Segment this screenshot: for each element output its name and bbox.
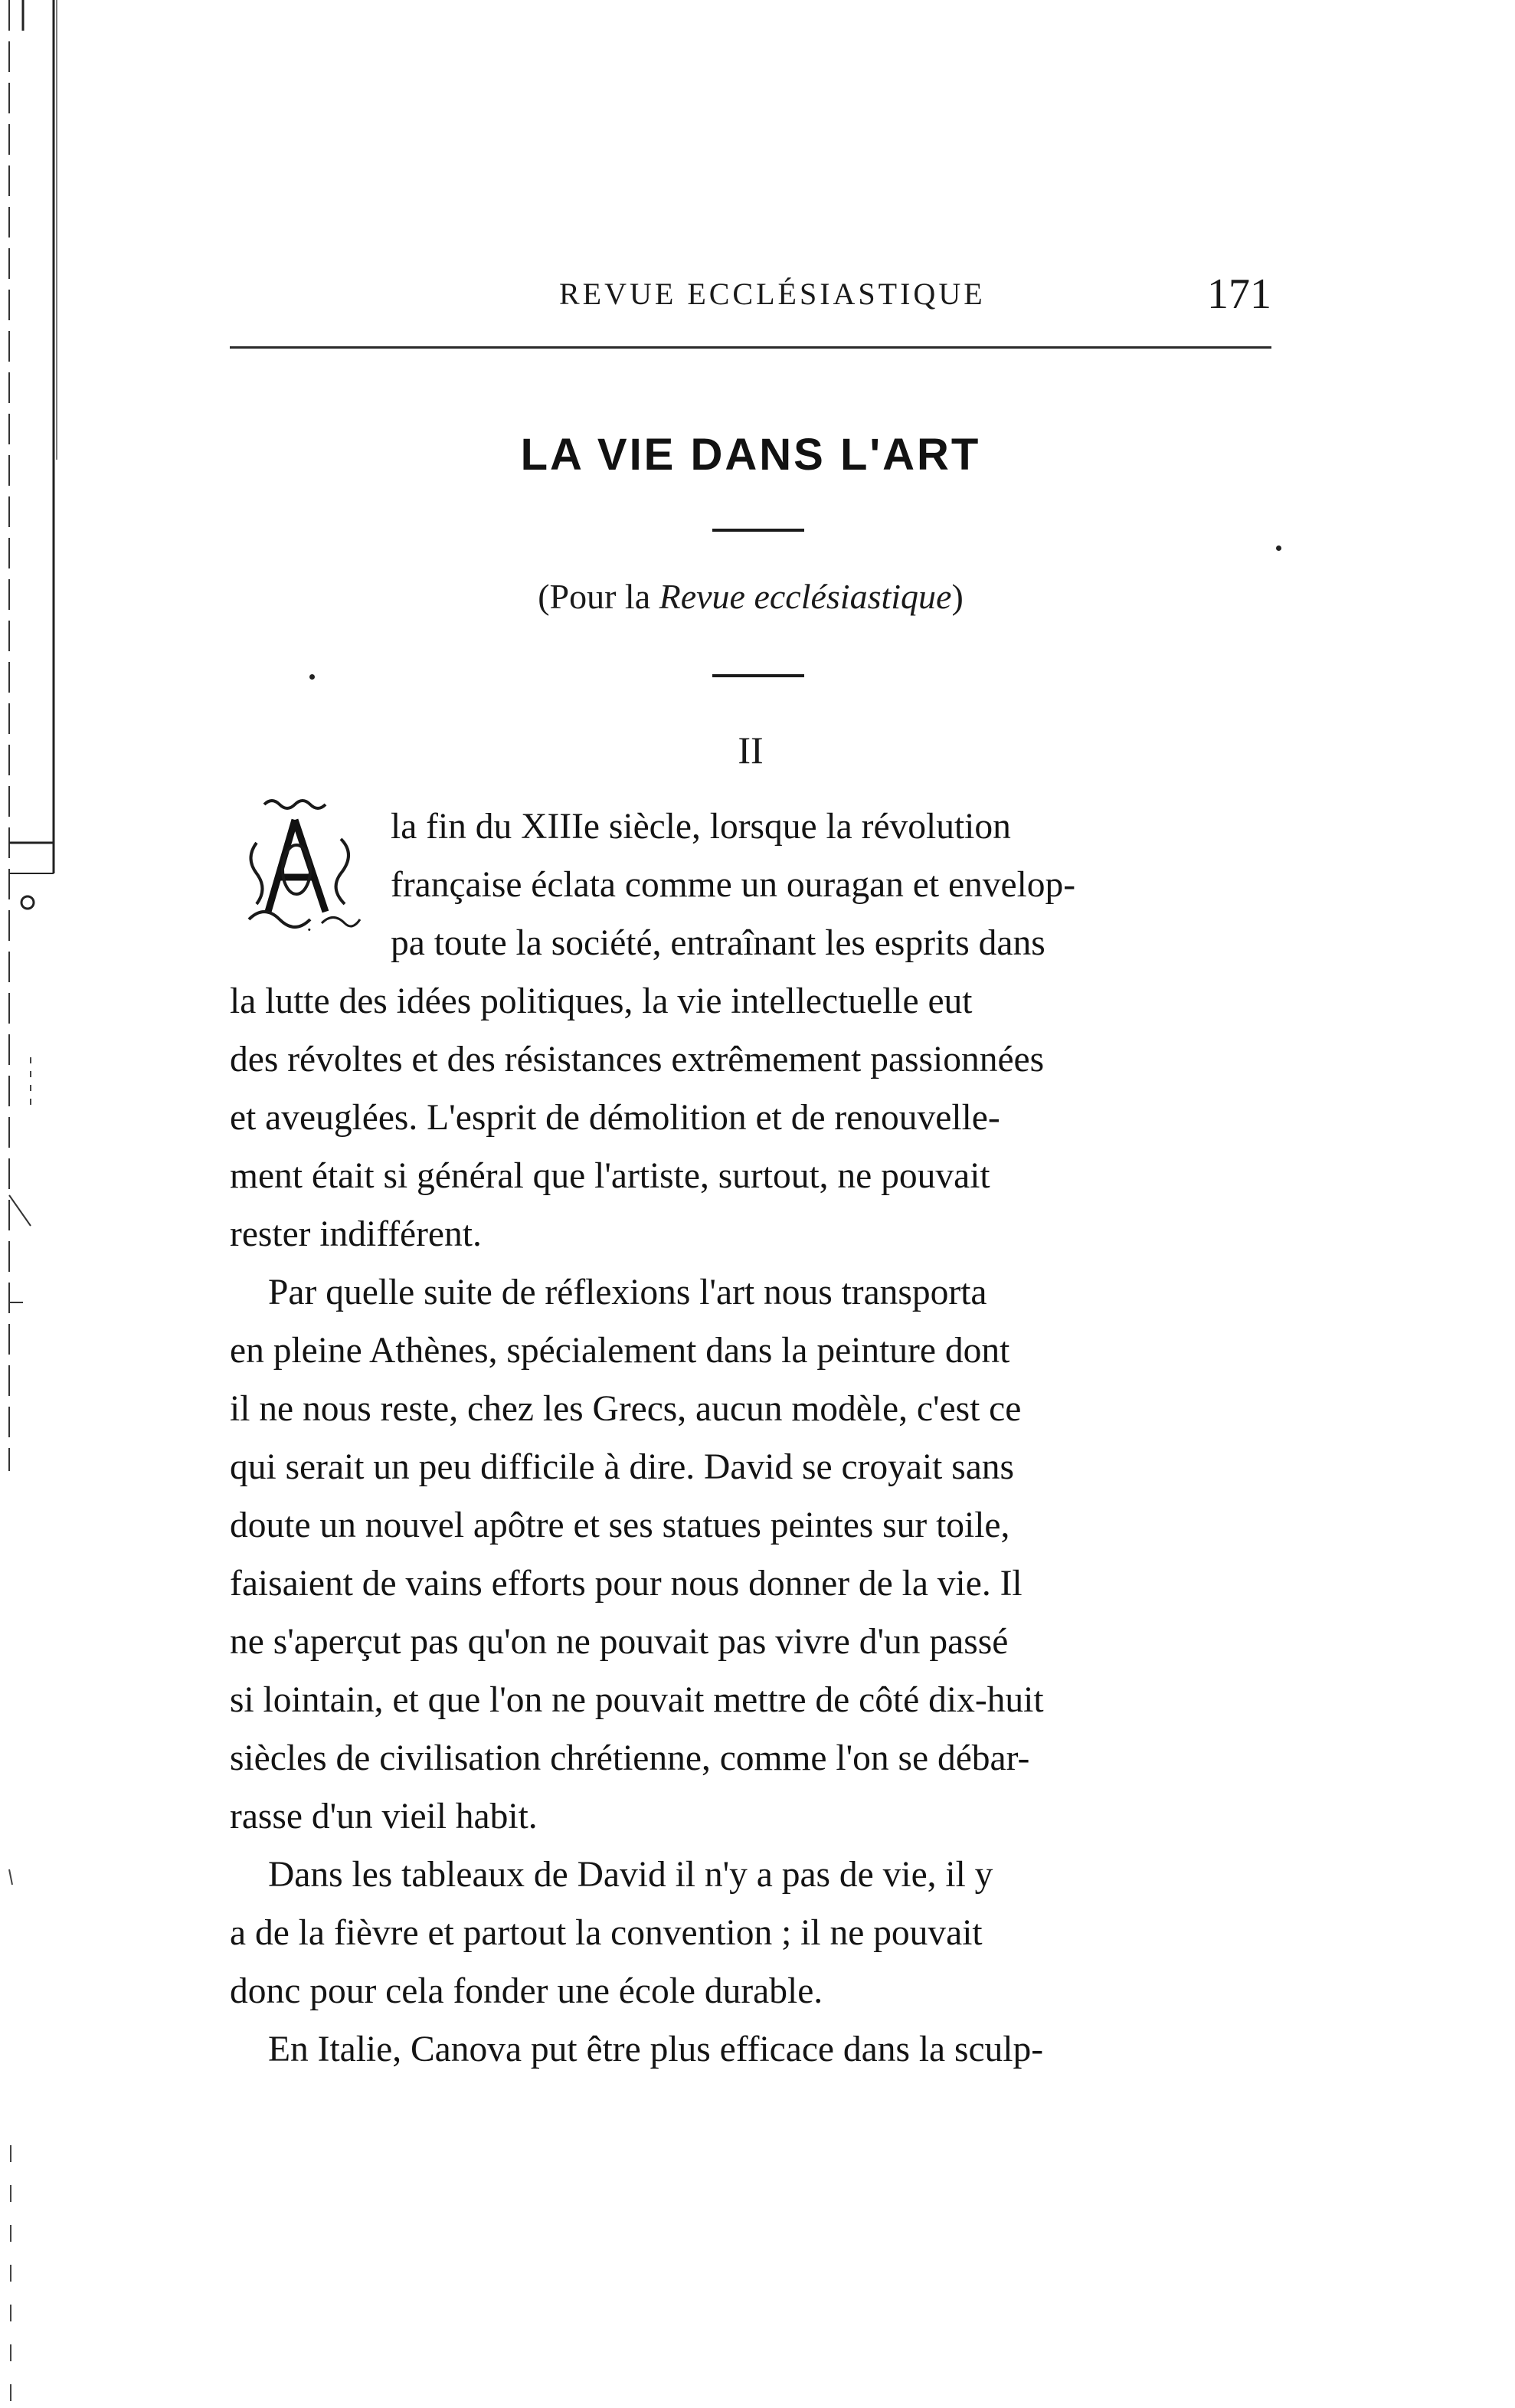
text-line-10: en pleine Athènes, spécialement dans la peinture dont <box>230 1331 1010 1371</box>
text-line-22: En Italie, Canova put être plus efficace dans la sculp- <box>268 2030 1044 2069</box>
page-number: 171 <box>1207 270 1271 318</box>
drop-cap-ornament <box>241 797 371 950</box>
text-line-6: et aveuglées. L'esprit de démolition et de renouvelle- <box>230 1098 1000 1138</box>
text-line-8: rester indifférent. <box>230 1214 482 1254</box>
subtitle-prefix: (Pour la <box>538 577 659 616</box>
text-line-18: rasse d'un vieil habit. <box>230 1797 538 1836</box>
svg-text:·: · <box>306 919 312 941</box>
header-rule <box>230 346 1271 349</box>
ink-speck <box>1276 545 1281 551</box>
text-line-20: a de la fièvre et partout la convention ; il ne pouvait <box>230 1913 983 1953</box>
subtitle-rule <box>712 674 804 677</box>
subtitle-italic: Revue ecclésiastique <box>659 577 952 616</box>
text-line-1: la fin du XIIIe siècle, lorsque la révolution <box>391 807 1011 847</box>
text-line-19: Dans les tableaux de David il n'y a pas de vie, il y <box>268 1855 993 1895</box>
section-number: II <box>738 729 764 772</box>
text-line-5: des révoltes et des résistances extrêmement passionnées <box>230 1040 1045 1080</box>
text-line-11: il ne nous reste, chez les Grecs, aucun modèle, c'est ce <box>230 1389 1022 1429</box>
running-head-title: REVUE ECCLÉSIASTIQUE <box>559 277 986 311</box>
text-line-4: la lutte des idées politiques, la vie intellectuelle eut <box>230 981 973 1021</box>
text-line-9: Par quelle suite de réflexions l'art nous transporta <box>268 1273 987 1312</box>
text-line-12: qui serait un peu difficile à dire. David se croyait sans <box>230 1447 1015 1487</box>
article-subtitle <box>230 576 1271 617</box>
binding-edge <box>0 0 69 2408</box>
text-line-2: française éclata comme un ouragan et envelop- <box>391 865 1076 905</box>
ink-speck <box>309 674 315 680</box>
text-line-13: doute un nouvel apôtre et ses statues peintes sur toile, <box>230 1505 1010 1545</box>
text-line-14: faisaient de vains efforts pour nous donner de la vie. Il <box>230 1564 1023 1604</box>
text-line-16: si lointain, et que l'on ne pouvait mettre de côté dix-huit <box>230 1680 1044 1720</box>
subtitle-suffix: ) <box>951 577 964 616</box>
text-line-3: pa toute la société, entraînant les esprits dans <box>391 923 1045 963</box>
running-head <box>230 270 1271 323</box>
text-line-17: siècles de civilisation chrétienne, comme l'on se débar- <box>230 1738 1030 1778</box>
text-line-21: donc pour cela fonder une école durable. <box>230 1971 823 2011</box>
title-rule <box>712 529 804 532</box>
article-title: LA VIE DANS L'ART <box>520 430 981 480</box>
text-line-15: ne s'aperçut pas qu'on ne pouvait pas vivre d'un passé <box>230 1622 1009 1662</box>
text-line-7: ment était si général que l'artiste, surtout, ne pouvait <box>230 1156 990 1196</box>
